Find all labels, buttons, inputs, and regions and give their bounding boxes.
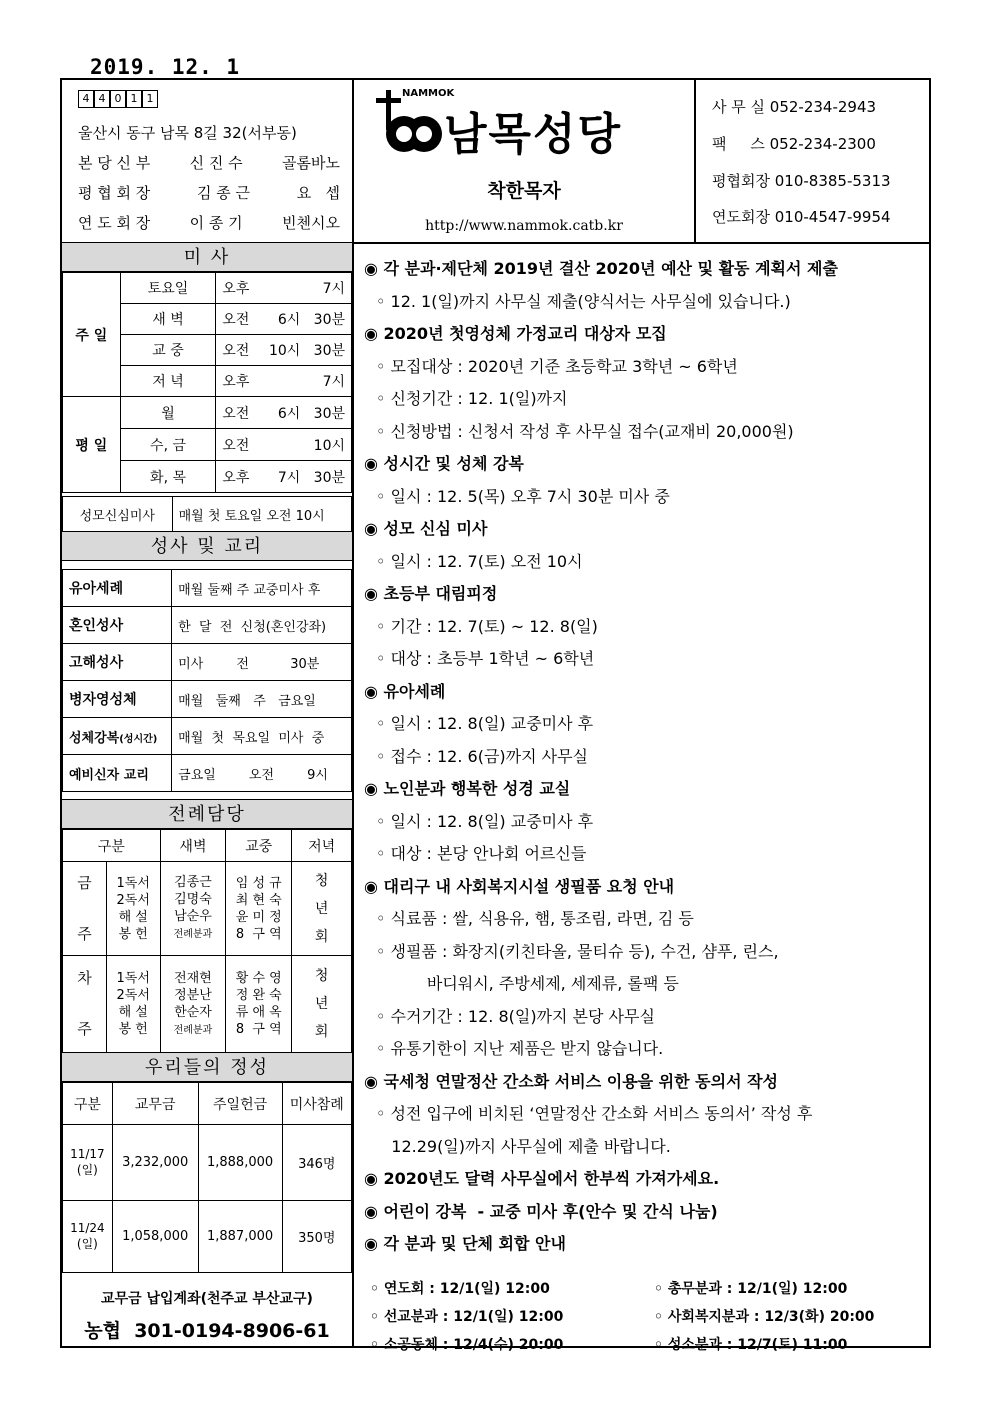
staff-row: 평 협 회 장 김 종 근 요 셉: [78, 184, 340, 202]
meeting-item: ◦ 소공동체 : 12/4(수) 20:00: [370, 1337, 564, 1353]
meeting-item: ◦ 성소분과 : 12/7(토) 11:00: [654, 1337, 848, 1353]
header-logo-block: [354, 80, 696, 242]
notice-detail: ◦ 성전 입구에 비치된 ‘연말정산 간소화 서비스 동의서’ 작성 후: [376, 1104, 813, 1123]
notice-heading: ◉ 어린이 강복 - 교중 미사 후(안수 및 간식 나눔): [364, 1201, 718, 1221]
logo-small-text: NAMMOK: [402, 88, 455, 99]
notice-heading: ◉ 초등부 대림피정: [364, 584, 498, 603]
notice-heading: ◉ 노인분과 행복한 성경 교실: [364, 779, 571, 798]
notice-detail: ◦ 접수 : 12. 6(금)까지 사무실: [376, 746, 589, 766]
notice-detail: ◦ 신청기간 : 12. 1(일)까지: [376, 389, 568, 408]
contact-block: [696, 80, 931, 242]
bulletin-frame: [60, 78, 931, 1353]
contact-row: 평협회장 010-8385-5313: [712, 172, 891, 190]
notice-detail: ◦ 수거기간 : 12. 8(일)까지 본당 사무실: [376, 1006, 655, 1026]
sacraments-title: 성사 및 교리: [62, 531, 352, 561]
website-link[interactable]: http://www.nammok.catb.kr: [425, 218, 623, 234]
meeting-item: ◦ 연도회 : 12/1(일) 12:00: [370, 1281, 550, 1297]
notice-heading: ◉ 2020년 첫영성체 가정교리 대상자 모집: [364, 324, 667, 343]
offerings-title: 우리들의 정성: [62, 1052, 352, 1082]
left-column: [62, 242, 354, 1348]
notice-detail: ◦ 신청방법 : 신청서 작성 후 사무실 접수(교재비 20,000원): [376, 421, 794, 441]
notice-heading: ◉ 2020년도 달력 사무실에서 한부씩 가져가세요.: [364, 1169, 720, 1188]
staff-row: 연 도 회 장 이 종 기 빈첸시오: [78, 214, 340, 232]
notice-heading: ◉ 대리구 내 사회복지시설 생필품 요청 안내: [364, 876, 675, 896]
notice-heading: ◉ 각 분과 및 단체 회합 안내: [364, 1234, 566, 1253]
notice-detail: 바디워시, 주방세제, 세제류, 롤팩 등: [376, 974, 679, 993]
bulletin-date: 2019. 12. 1: [90, 55, 241, 79]
church-logo: [372, 90, 682, 160]
notice-detail: ◦ 모집대상 : 2020년 기준 초등학교 3학년 ~ 6학년: [376, 356, 738, 376]
cross-logo-icon: [372, 88, 455, 160]
notice-heading: ◉ 국세청 연말정산 간소화 서비스 이용을 위한 동의서 작성: [364, 1071, 779, 1091]
notice-detail: ◦ 기간 : 12. 7(토) ~ 12. 8(일): [376, 616, 598, 636]
offerings-table: 구분 교무금 주일헌금 미사참례 11/17 (일) 3,232,000 1,888,000 346명 11/24 (일) 1,058,000 1,887,000 350명: [62, 1082, 352, 1273]
motto: 착한목자: [487, 180, 561, 202]
notice-heading: ◉ 유아세례: [364, 681, 446, 701]
contact-row: 팩 스 052-234-2300: [712, 135, 876, 153]
marian-mass-table: 성모신심미사 매월 첫 토요일 오전 10시: [62, 496, 352, 532]
notice-heading: ◉ 성시간 및 성체 강복: [364, 454, 524, 473]
notice-detail: ◦ 12. 1(일)까지 사무실 제출(양식서는 사무실에 있습니다.): [376, 291, 791, 311]
notice-heading: ◉ 성모 신심 미사: [364, 519, 488, 538]
notice-detail: ◦ 일시 : 12. 7(토) 오전 10시: [376, 551, 583, 571]
staff-row: 본 당 신 부 신 진 수 골롬바노: [78, 154, 340, 172]
sacraments-table: 유아세례 매월 둘째 주 교중미사 후 혼인성사 한 달 전 신청(혼인강좌) 고해성사 미사 전 30분 병자영성체 매월 둘째 주 금요일 성체강복(성시간) 매월 첫 목요일 미사 중 예비신자 교리 금요일 오전 9시: [62, 569, 352, 792]
notice-detail: ◦ 대상 : 본당 안나회 어르신들: [376, 844, 587, 863]
address: 울산시 동구 남목 8길 32(서부동): [78, 124, 297, 142]
notice-detail: ◦ 대상 : 초등부 1학년 ~ 6학년: [376, 649, 595, 668]
header: [62, 80, 929, 244]
notice-detail: ◦ 생필품 : 화장지(키친타올, 물티슈 등), 수건, 샴푸, 린스,: [376, 941, 779, 961]
notice-detail: ◦ 식료품 : 쌀, 식용유, 햄, 통조림, 라면, 김 등: [376, 909, 694, 928]
contact-row: 연도회장 010-4547-9954: [712, 208, 891, 226]
contact-row: 사 무 실 052-234-2943: [712, 98, 877, 116]
notice-detail: ◦ 일시 : 12. 8(일) 교중미사 후: [376, 714, 594, 733]
meeting-item: ◦ 사회복지분과 : 12/3(화) 20:00: [654, 1309, 875, 1325]
header-address-block: [62, 80, 354, 242]
notices-column: [354, 242, 931, 1353]
meeting-item: ◦ 총무분과 : 12/1(일) 12:00: [654, 1281, 848, 1297]
notice-heading: ◉ 각 분과·제단체 2019년 결산 2020년 예산 및 활동 계획서 제출: [364, 259, 838, 278]
mass-table: 주 일 토요일 오후 7시 새 벽 오전 6시 30분 교 중 오전 10시 30분 저 녁 오후 7시 평 일 월 오전 6시 30분 수, 금 오전 10시 화, 목 오후 7시 30분: [62, 272, 352, 493]
notice-detail: ◦ 일시 : 12. 5(목) 오후 7시 30분 미사 중: [376, 486, 670, 506]
church-name: 남목성당: [444, 109, 623, 160]
zip-code: 4 4 0 1 1: [78, 90, 158, 108]
meeting-item: ◦ 선교분과 : 12/1(일) 12:00: [370, 1309, 564, 1325]
notice-detail: ◦ 일시 : 12. 8(일) 교중미사 후: [376, 811, 594, 831]
liturgy-table: 구분 새벽 교중 저녁 금 주 1독서 2독서 해 설 봉 헌 김종근 김명숙 남순우 전례분과 임 성 규 최 현 숙 윤 미 정 8 구 역 청 년 회 차 주 1독서 2독서 해 설 봉 헌 전재현 정분난 한순자 전례분과 황 수 영 정 완 숙 류 애 옥 8 구 역 청 년 회: [62, 829, 352, 1053]
account-label: 교무금 납입계좌(천주교 부산교구): [101, 1291, 313, 1307]
notice-detail: 12.29(일)까지 사무실에 제출 바랍니다.: [376, 1136, 671, 1156]
account-number: 농협 301-0194-8906-61: [84, 1320, 330, 1342]
notice-detail: ◦ 유통기한이 지난 제품은 받지 않습니다.: [376, 1039, 664, 1058]
mass-title: 미 사: [62, 242, 352, 272]
liturgy-title: 전례담당: [62, 799, 352, 829]
